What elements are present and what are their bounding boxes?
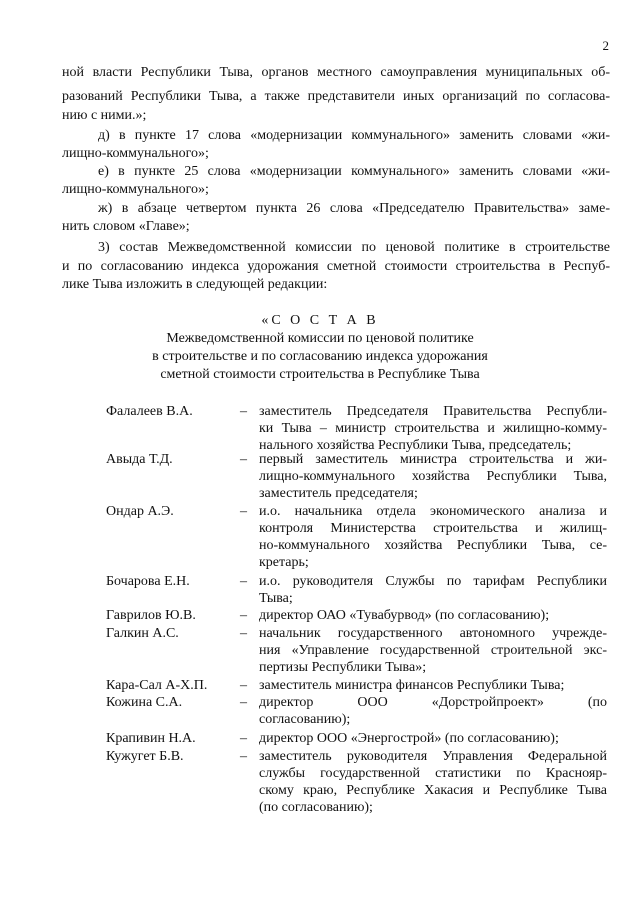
paragraph-3-line-2: и по согласованию индекса удорожания сметной стоимости строительства в Респуб-: [62, 259, 610, 274]
member-role-line: директор ООО «Энергострой» (по согласованию);: [259, 731, 559, 746]
page-number: 2: [602, 38, 609, 53]
member-role-line: ки Тыва – министр строительства и жилищно-комму-: [259, 421, 607, 436]
member-role-line: заместитель председателя;: [259, 486, 418, 501]
member-role-line: первый заместитель министра строительства и жи-: [259, 452, 607, 467]
paragraph-e-line-1: е) в пункте 25 слова «модернизации коммунального» заменить словами «жи-: [98, 164, 610, 179]
member-role-line: заместитель руководителя Управления Федеральной: [259, 749, 607, 764]
member-name: Гаврилов Ю.В.: [106, 608, 196, 623]
paragraph-1-line-3: нию с ними.»;: [62, 108, 147, 123]
member-role-line: директор ОАО «Тувабурвод» (по согласованию);: [259, 608, 550, 623]
member-role: [259, 607, 607, 624]
composition-title: «С О С Т А В: [261, 313, 379, 328]
composition-subtitle-line-2: в строительстве и по согласованию индекса удорожания: [152, 349, 488, 364]
member-role-line: заместитель Председателя Правительства Республи-: [259, 404, 607, 419]
member-role: [259, 503, 607, 571]
member-role: [259, 748, 607, 816]
paragraph-d-line-1: д) в пункте 17 слова «модернизации коммунального» заменить словами «жи-: [98, 128, 610, 143]
member-role: [259, 573, 607, 607]
member-role: [259, 694, 607, 728]
member-role: [259, 730, 607, 747]
member-role-line: и.о. начальника отдела экономического анализа и: [259, 504, 607, 519]
member-role: [259, 677, 607, 694]
member-role-line: начальник государственного автономного учрежде-: [259, 626, 607, 641]
composition-subtitle-line-1: Межведомственной комиссии по ценовой политике: [166, 331, 474, 346]
member-role: [259, 625, 607, 676]
member-name: Крапивин Н.А.: [106, 731, 196, 746]
member-role-line: контроля Министерства строительства и жилищ-: [259, 521, 607, 536]
member-role: [259, 403, 607, 454]
paragraph-zh-line-1: ж) в абзаце четвертом пункта 26 слова «Председателю Правительства» заме-: [98, 201, 610, 216]
member-name: Бочарова Е.Н.: [106, 574, 190, 589]
member-role-line: заместитель министра финансов Республики Тыва;: [259, 678, 565, 693]
member-name: Авыда Т.Д.: [106, 452, 173, 467]
member-role-line: нального хозяйства Республики Тыва, председатель;: [259, 438, 572, 453]
member-role-line: кретарь;: [259, 555, 309, 570]
member-dash: –: [240, 678, 247, 693]
paragraph-3-line-1: 3) состав Межведомственной комиссии по ценовой политике в строительстве: [98, 240, 610, 255]
member-name: Кара-Сал А-Х.П.: [106, 678, 208, 693]
member-role-line: лищно-коммунального хозяйства Республики Тыва,: [259, 469, 607, 484]
paragraph-e-line-2: лищно-коммунального»;: [62, 182, 209, 197]
member-dash: –: [240, 404, 247, 419]
member-role-line: Тыва;: [259, 591, 293, 606]
member-name: Кожина С.А.: [106, 695, 183, 710]
member-dash: –: [240, 731, 247, 746]
member-role: [259, 451, 607, 502]
member-dash: –: [240, 608, 247, 623]
member-role-line: службы государственной статистики по Краснояр-: [259, 766, 607, 781]
member-role-line: и.о. руководителя Службы по тарифам Республики: [259, 574, 607, 589]
paragraph-3-line-3: лике Тыва изложить в следующей редакции:: [62, 277, 328, 292]
member-role-line: директор ООО «Дорстройпроект» (по: [259, 695, 607, 710]
member-dash: –: [240, 695, 247, 710]
member-role-line: пертизы Республики Тыва»;: [259, 660, 427, 675]
member-role-line: ния «Управление государственной строительной экс-: [259, 643, 607, 658]
paragraph-d-line-2: лищно-коммунального»;: [62, 146, 209, 161]
member-dash: –: [240, 574, 247, 589]
member-role-line: согласованию);: [259, 712, 351, 727]
member-dash: –: [240, 749, 247, 764]
member-name: Галкин А.С.: [106, 626, 179, 641]
member-dash: –: [240, 626, 247, 641]
paragraph-1-line-2: разований Республики Тыва, а также представители иных организаций по согласова-: [62, 89, 610, 104]
member-role-line: скому краю, Республике Хакасия и Республике Тыва: [259, 783, 607, 798]
member-dash: –: [240, 504, 247, 519]
paragraph-zh-line-2: нить словом «Главе»;: [62, 219, 190, 234]
composition-subtitle-line-3: сметной стоимости строительства в Республике Тыва: [160, 367, 480, 382]
member-dash: –: [240, 452, 247, 467]
member-name: Кужугет Б.В.: [106, 749, 184, 764]
member-name: Ондар А.Э.: [106, 504, 174, 519]
member-role-line: но-коммунального хозяйства Республики Тыва, се-: [259, 538, 607, 553]
member-role-line: (по согласованию);: [259, 800, 373, 815]
paragraph-1-line-1: ной власти Республики Тыва, органов местного самоуправления муниципальных об-: [62, 65, 610, 80]
member-name: Фалалеев В.А.: [106, 404, 193, 419]
